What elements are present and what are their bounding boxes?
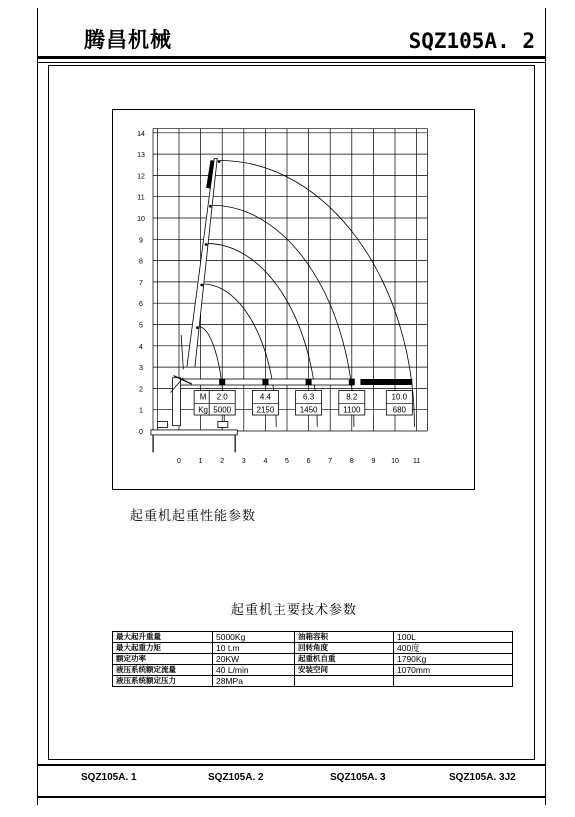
y-tick-label: 1	[139, 407, 143, 415]
spec-label: 液压系统额定压力	[113, 676, 213, 687]
y-tick-label: 0	[139, 429, 143, 436]
x-tick-label: 4	[263, 458, 268, 465]
y-tick-label: 3	[139, 365, 143, 373]
y-tick-label: 5	[139, 322, 143, 330]
spec-value: 28MPa	[213, 676, 295, 687]
spec-table	[112, 631, 513, 687]
x-tick-label: 11	[412, 458, 421, 465]
y-tick-label: 11	[137, 194, 145, 202]
x-tick-label: 2	[220, 458, 225, 465]
y-tick-label: 14	[137, 130, 145, 138]
spec-value: 400度	[394, 643, 513, 654]
load-table-radius: 6.3	[303, 392, 315, 402]
y-tick-label: 2	[139, 386, 143, 394]
boom-joint	[205, 243, 208, 246]
y-tick-label: 13	[137, 152, 145, 160]
model-number: SQZ105A. 2	[408, 29, 535, 53]
load-table-capacity: 1100	[343, 405, 361, 415]
x-tick-label: 1	[198, 458, 203, 465]
spec-title: 起重机主要技术参数	[231, 602, 358, 617]
drawing-sheet	[37, 8, 546, 805]
load-table-row-label: M	[199, 392, 207, 402]
load-table-capacity: 680	[392, 405, 406, 415]
footer-rule-bottom	[38, 796, 545, 798]
spec-label: 回转角度	[295, 643, 394, 654]
load-table-radius: 8.2	[346, 392, 358, 402]
spec-value: 5000Kg	[213, 632, 295, 643]
y-tick-label: 10	[137, 216, 145, 223]
spec-value: 20KW	[213, 654, 295, 665]
boom-joint	[200, 284, 203, 287]
load-table-radius: 2.0	[216, 392, 228, 402]
x-tick-label: 9	[371, 458, 376, 465]
y-tick-label: 4	[139, 343, 143, 351]
x-tick-label: 5	[285, 458, 289, 465]
y-tick-label: 9	[139, 237, 143, 245]
boom-joint	[306, 379, 312, 385]
footer	[38, 772, 545, 792]
brand-title: 腾昌机械	[84, 29, 172, 52]
spec-label: 油箱容积	[295, 632, 394, 643]
boom-joint	[219, 379, 225, 385]
spec-row	[113, 643, 513, 654]
footer-item-2: SQZ105A. 2	[208, 772, 264, 783]
load-table-capacity: 2150	[256, 405, 275, 415]
y-tick-label: 6	[139, 301, 143, 309]
footer-rule	[38, 764, 545, 766]
boom-inclined	[187, 158, 217, 367]
reach-curve	[220, 160, 414, 426]
x-tick-label: 10	[391, 458, 399, 465]
load-table-capacity: 1450	[299, 405, 318, 415]
x-tick-label: 0	[177, 458, 181, 465]
boom-horizontal-tip	[360, 379, 412, 385]
load-table-capacity: 5000	[213, 405, 232, 415]
spec-label: 最大起重力矩	[113, 643, 213, 654]
boom-joint	[262, 379, 268, 385]
spec-value: 100L	[394, 632, 513, 643]
x-tick-label: 6	[306, 458, 311, 465]
spec-row	[113, 676, 513, 687]
load-table-radius: 4.4	[259, 392, 271, 402]
x-tick-label: 3	[241, 458, 246, 465]
boom-joint	[218, 160, 221, 163]
boom-joint	[196, 326, 199, 329]
spec-label: 起重机自重	[295, 654, 394, 665]
load-table-radius: 10.0	[391, 392, 408, 402]
spec-label: 最大起升重量	[113, 632, 213, 643]
boom-joint	[349, 379, 355, 385]
spec-row	[113, 665, 513, 676]
x-tick-label: 7	[328, 458, 333, 465]
chart-frame	[112, 109, 475, 490]
boom-cylinder	[181, 335, 183, 369]
header-rule	[38, 56, 545, 59]
crane-base	[151, 430, 237, 435]
spec-value: 1790Kg	[394, 654, 513, 665]
load-table-row-label: Kg	[198, 405, 209, 415]
spec-label: 额定功率	[113, 654, 213, 665]
y-tick-label: 7	[139, 279, 143, 287]
header-rule-thin	[38, 62, 545, 63]
y-tick-label: 8	[139, 258, 143, 266]
boom-joint	[209, 205, 212, 208]
title-block	[38, 8, 545, 60]
spec-value: 1070mm	[394, 665, 513, 676]
crane-column	[173, 378, 181, 426]
y-tick-label: 12	[137, 173, 145, 181]
load-chart	[113, 110, 474, 489]
footer-item-3: SQZ105A. 3	[330, 772, 386, 783]
spec-label: 安装空间	[295, 665, 394, 676]
chart-caption: 起重机起重性能参数	[130, 508, 257, 523]
base-block	[218, 421, 228, 427]
spec-row	[113, 654, 513, 665]
spec-value	[394, 676, 513, 687]
footer-item-1: SQZ105A. 1	[81, 772, 137, 783]
footer-item-4: SQZ105A. 3J2	[449, 772, 516, 783]
spec-row	[113, 632, 513, 643]
spec-label	[295, 676, 394, 687]
spec-label: 液压系统额定流量	[113, 665, 213, 676]
spec-value: 40 L/min	[213, 665, 295, 676]
spec-value: 10 t.m	[213, 643, 295, 654]
base-block	[157, 421, 167, 427]
x-tick-label: 8	[349, 458, 354, 465]
